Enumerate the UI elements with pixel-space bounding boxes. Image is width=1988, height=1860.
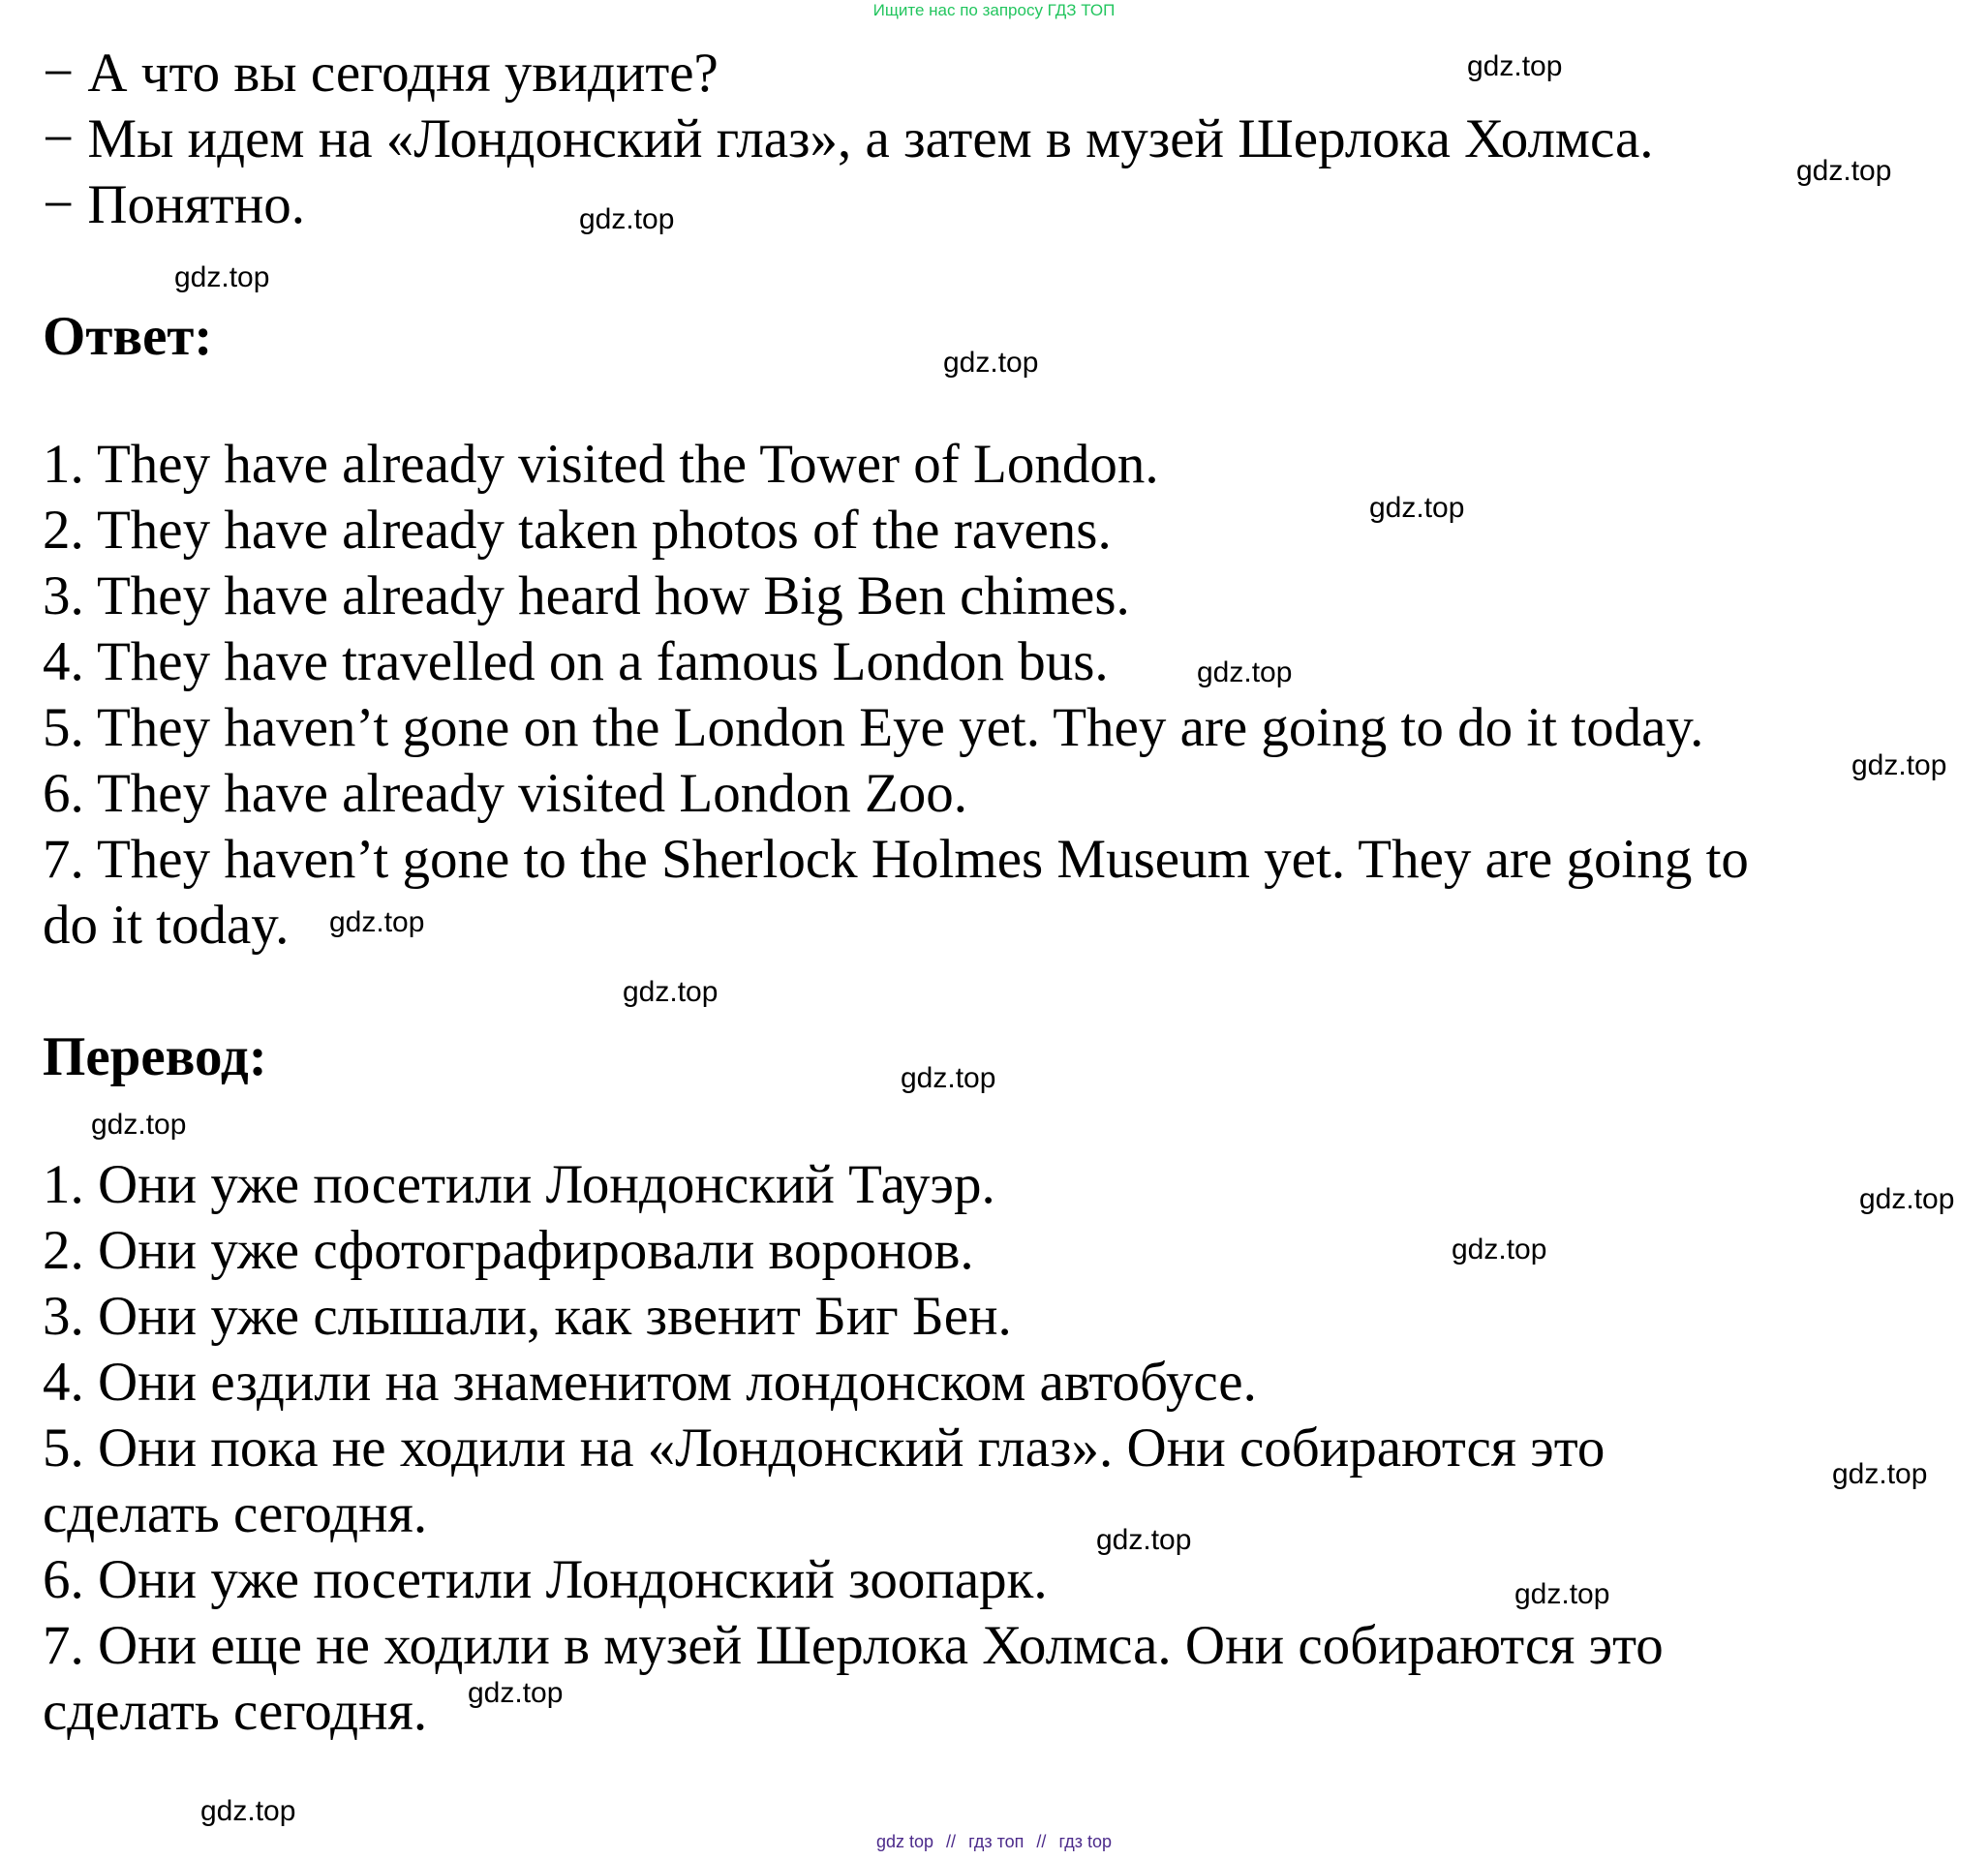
translation-heading: Перевод:	[43, 1026, 267, 1087]
top-banner: Ищите нас по запросу ГДЗ ТОП	[872, 1, 1116, 19]
answer-line-6: 6. They have already visited London Zoo.	[43, 763, 968, 824]
watermark: gdz.top	[200, 1795, 296, 1827]
translation-line-7: 7. Они еще не ходили в музей Шерлока Холмса. Они собираются это	[43, 1615, 1664, 1676]
footer-link-3[interactable]: гдз top	[1058, 1832, 1112, 1851]
watermark: gdz.top	[174, 261, 270, 293]
translation-line-3: 3. Они уже слышали, как звенит Биг Бен.	[43, 1286, 1012, 1347]
watermark: gdz.top	[1096, 1524, 1192, 1556]
answer-line-7: 7. They haven’t gone to the Sherlock Holmes Museum yet. They are going to	[43, 829, 1749, 890]
footer-separator: //	[1036, 1832, 1047, 1851]
footer	[0, 1832, 1988, 1852]
watermark: gdz.top	[1369, 492, 1465, 524]
translation-line-5-cont: сделать сегодня.	[43, 1483, 428, 1544]
watermark: gdz.top	[468, 1677, 564, 1709]
answer-line-2: 2. They have already taken photos of the ravens.	[43, 500, 1112, 561]
translation-line-4: 4. Они ездили на знаменитом лондонском автобусе.	[43, 1352, 1257, 1413]
watermark: gdz.top	[623, 976, 719, 1008]
answer-line-4: 4. They have travelled on a famous London bus.	[43, 631, 1109, 692]
dialogue-line-2: − Мы идем на «Лондонский глаз», а затем в музей Шерлока Холмса.	[43, 108, 1654, 169]
translation-line-5: 5. Они пока не ходили на «Лондонский глаз». Они собираются это	[43, 1418, 1606, 1479]
footer-link-1[interactable]: gdz top	[875, 1832, 934, 1851]
answer-line-7-cont: do it today.	[43, 895, 290, 956]
watermark: gdz.top	[1796, 155, 1892, 187]
watermark: gdz.top	[901, 1062, 996, 1094]
answer-line-3: 3. They have already heard how Big Ben chimes.	[43, 565, 1130, 626]
footer-link-2[interactable]: гдз топ	[968, 1832, 1025, 1851]
watermark: gdz.top	[943, 347, 1039, 379]
answer-line-5: 5. They haven’t gone on the London Eye yet. They are going to do it today.	[43, 697, 1704, 758]
translation-line-6: 6. Они уже посетили Лондонский зоопарк.	[43, 1549, 1048, 1610]
watermark: gdz.top	[91, 1109, 187, 1141]
watermark: gdz.top	[1467, 50, 1563, 82]
footer-separator: //	[946, 1832, 957, 1851]
watermark: gdz.top	[1859, 1183, 1955, 1215]
watermark: gdz.top	[1514, 1578, 1610, 1610]
translation-line-1: 1. Они уже посетили Лондонский Тауэр.	[43, 1154, 995, 1215]
watermark: gdz.top	[329, 906, 425, 938]
watermark: gdz.top	[1832, 1458, 1928, 1490]
translation-line-7-cont: сделать сегодня.	[43, 1681, 428, 1742]
watermark: gdz.top	[1197, 656, 1293, 688]
dialogue-line-1: − А что вы сегодня увидите?	[43, 43, 719, 104]
answer-heading: Ответ:	[43, 306, 213, 367]
watermark: gdz.top	[1851, 749, 1947, 781]
dialogue-line-3: − Понятно.	[43, 174, 305, 235]
translation-line-2: 2. Они уже сфотографировали воронов.	[43, 1220, 974, 1281]
watermark: gdz.top	[579, 203, 675, 235]
watermark: gdz.top	[1452, 1234, 1547, 1265]
answer-line-1: 1. They have already visited the Tower of London.	[43, 434, 1159, 495]
